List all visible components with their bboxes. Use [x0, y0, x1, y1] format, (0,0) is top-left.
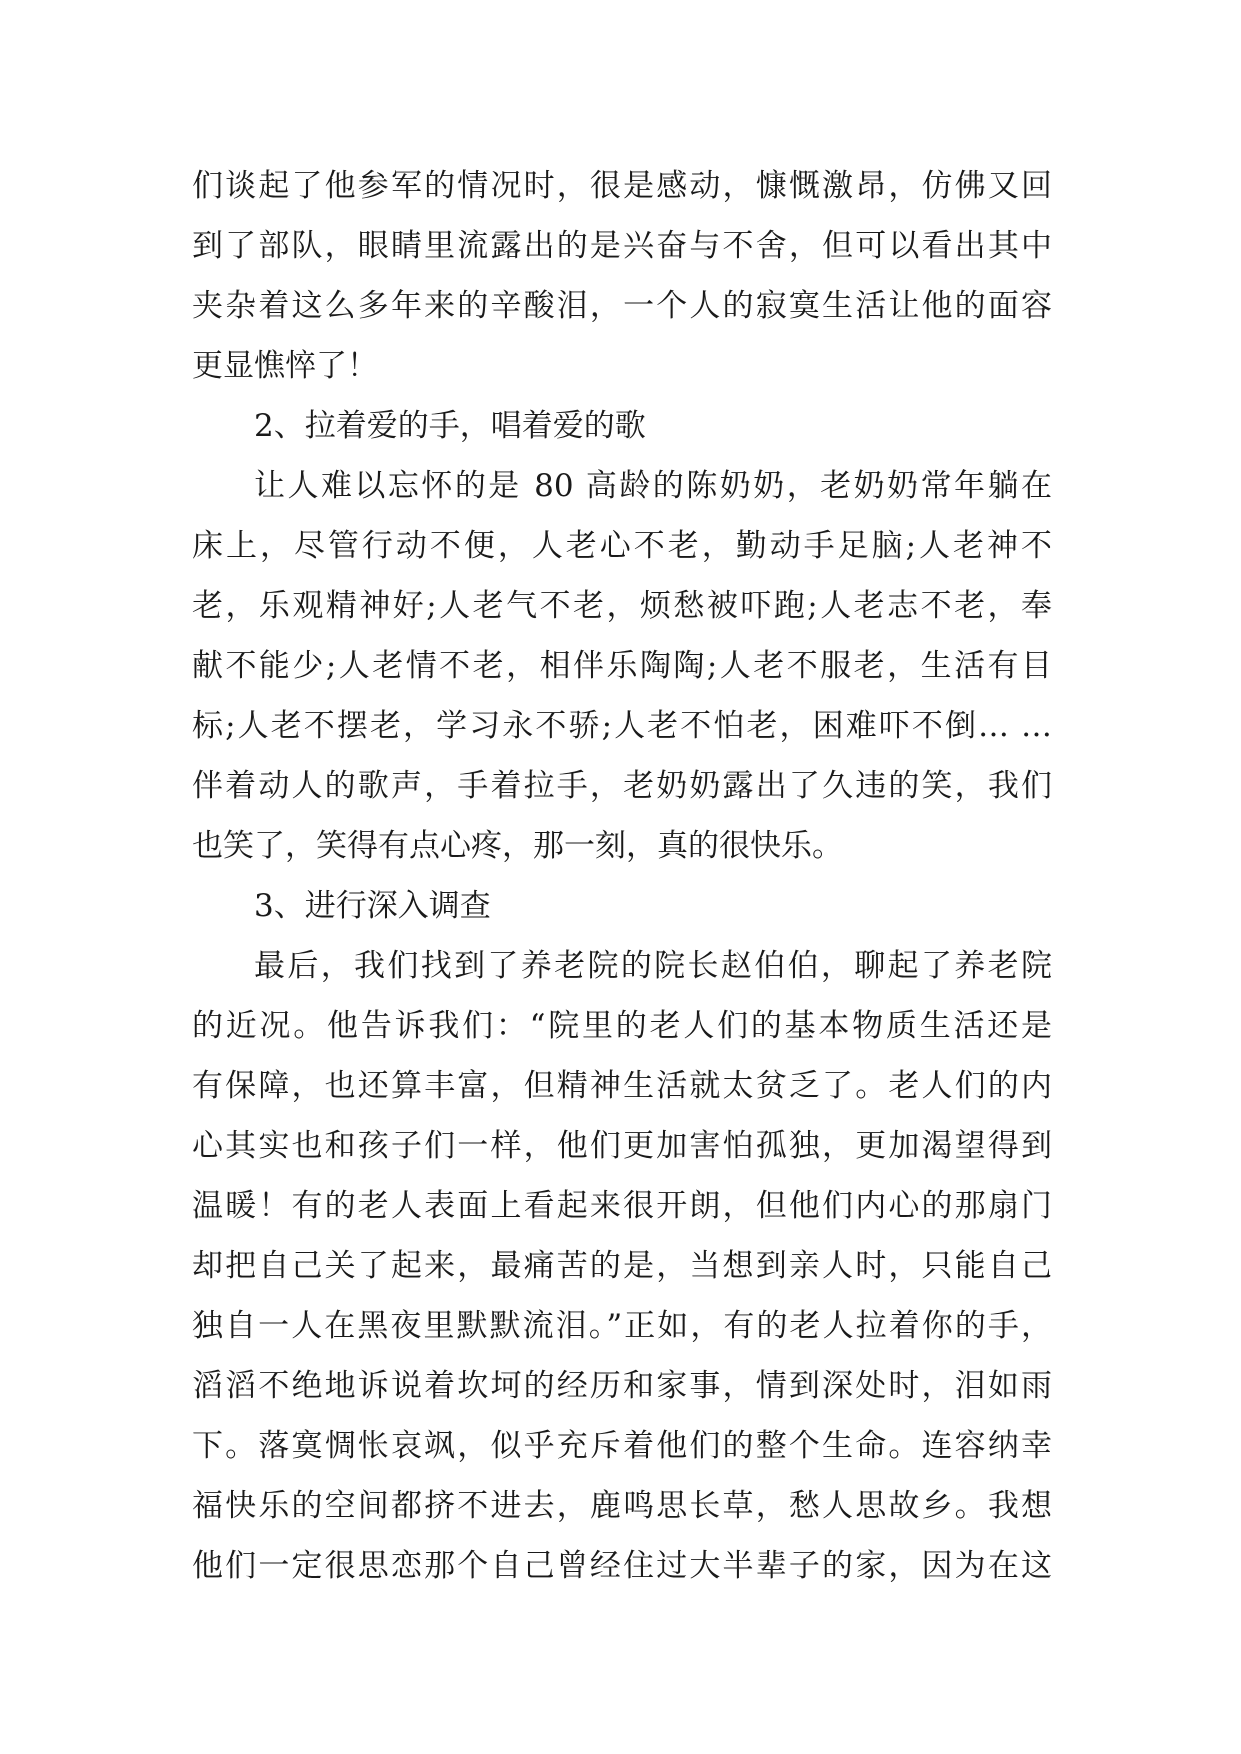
paragraph-line: 更显憔悴了！ — [192, 348, 378, 384]
paragraph-line: 献不能少;人老情不老，相伴乐陶陶;人老不服老，生活有目 — [192, 648, 1052, 684]
paragraph-line: 滔滔不绝地诉说着坎坷的经历和家事，情到深处时，泪如雨 — [192, 1368, 1052, 1404]
paragraph-line: 夹杂着这么多年来的辛酸泪，一个人的寂寞生活让他的面容 — [192, 288, 1052, 324]
paragraph-line: 床上，尽管行动不便，人老心不老，勤动手足脑;人老神不 — [192, 528, 1052, 564]
paragraph-line: 温暖！有的老人表面上看起来很开朗，但他们内心的那扇门 — [192, 1188, 1052, 1224]
paragraph-line: 标;人老不摆老，学习永不骄;人老不怕老，困难吓不倒… … — [192, 708, 1052, 744]
paragraph-line: 福快乐的空间都挤不进去，鹿鸣思长草，愁人思故乡。我想 — [192, 1488, 1052, 1524]
section-heading: 2、拉着爱的手，唱着爱的歌 — [254, 408, 646, 444]
paragraph-line: 却把自己关了起来，最痛苦的是，当想到亲人时，只能自己 — [192, 1248, 1052, 1284]
paragraph-line: 也笑了，笑得有点心疼，那一刻，真的很快乐。 — [192, 828, 843, 864]
paragraph-line: 心其实也和孩子们一样，他们更加害怕孤独，更加渴望得到 — [192, 1128, 1052, 1164]
paragraph-line: 有保障，也还算丰富，但精神生活就太贫乏了。老人们的内 — [192, 1068, 1052, 1104]
paragraph-line: 下。落寞惆怅哀飒，似乎充斥着他们的整个生命。连容纳幸 — [192, 1428, 1052, 1464]
paragraph-line: 他们一定很思恋那个自己曾经住过大半辈子的家，因为在这 — [192, 1548, 1052, 1584]
paragraph-line: 的近况。他告诉我们：“院里的老人们的基本物质生活还是 — [192, 1008, 1052, 1044]
paragraph-line: 伴着动人的歌声，手着拉手，老奶奶露出了久违的笑，我们 — [192, 768, 1052, 804]
paragraph-line: 最后，我们找到了养老院的院长赵伯伯，聊起了养老院 — [254, 948, 1052, 984]
paragraph-line: 到了部队，眼睛里流露出的是兴奋与不舍，但可以看出其中 — [192, 228, 1052, 264]
paragraph-line: 让人难以忘怀的是 80 高龄的陈奶奶，老奶奶常年躺在 — [254, 468, 1052, 504]
paragraph-line: 们谈起了他参军的情况时，很是感动，慷慨激昂，仿佛又回 — [192, 168, 1052, 204]
paragraph-line: 独自一人在黑夜里默默流泪。”正如，有的老人拉着你的手， — [192, 1308, 1052, 1344]
paragraph-line: 老，乐观精神好;人老气不老，烦愁被吓跑;人老志不老，奉 — [192, 588, 1052, 624]
section-heading: 3、进行深入调查 — [254, 888, 491, 924]
